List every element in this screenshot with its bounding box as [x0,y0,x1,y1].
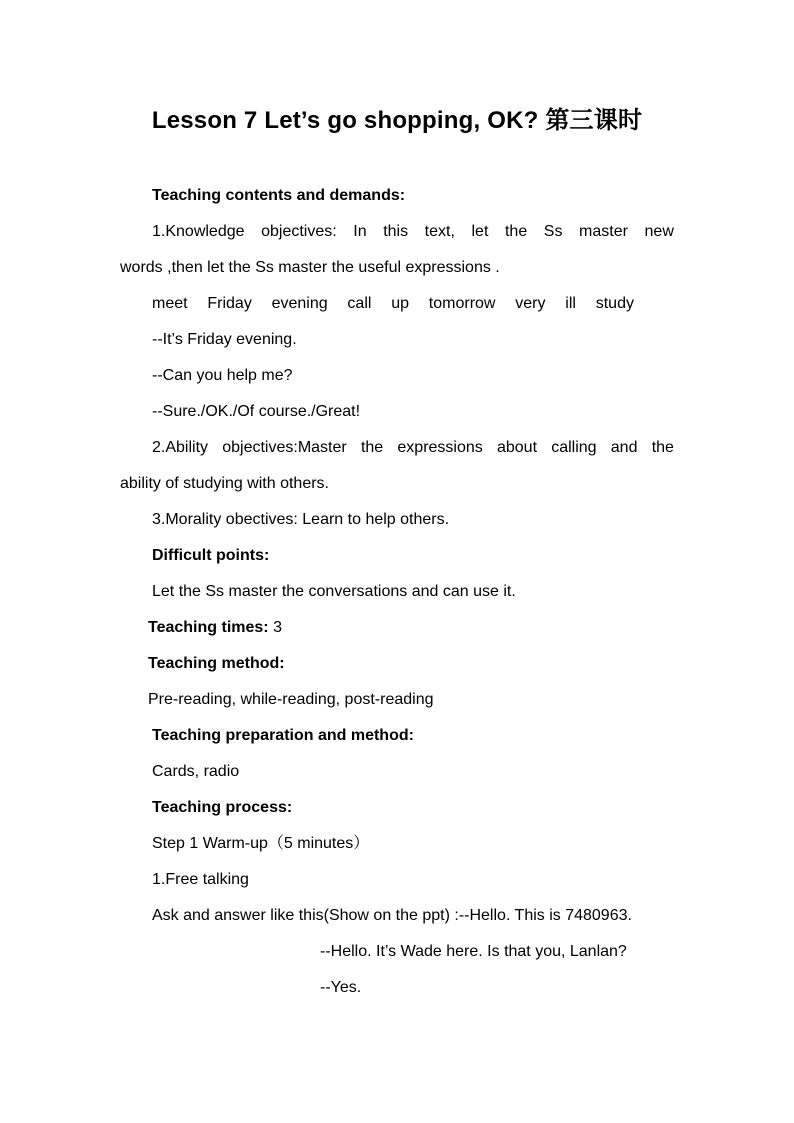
expression-line: --It’s Friday evening. [152,331,297,348]
word: this [383,223,409,240]
word: In [353,223,367,240]
word: calling [551,439,597,456]
knowledge-objectives-line-1 [152,222,674,242]
vocab-word: study [595,295,634,312]
teaching-process-heading: Teaching process: [152,799,293,816]
word: master [579,223,628,240]
dialog-line: --Yes. [320,979,362,996]
word: new [644,223,674,240]
ask-and-answer: Ask and answer like this(Show on the ppt) :--Hello. This is 7480963. [152,907,632,924]
knowledge-objectives-line-2: words ,then let the Ss master the useful expressions . [120,259,500,276]
word: 2.Ability [152,439,209,456]
word: objectives:Master [222,439,347,456]
word: text, [424,223,455,240]
teaching-times-value: 3 [268,619,282,636]
teaching-times [148,618,282,638]
vocab-word: tomorrow [428,295,496,312]
vocab-word: call [347,295,372,312]
page-title: Lesson 7 Let’s go shopping, OK? 第三课时 [151,107,643,134]
vocab-word: very [515,295,546,312]
expression-line: --Can you help me? [152,367,293,384]
teaching-preparation-text: Cards, radio [152,763,240,780]
word: let [471,223,489,240]
teaching-method-heading: Teaching method: [148,655,285,672]
step-1-heading: Step 1 Warm-up（5 minutes） [152,835,370,852]
free-talking: 1.Free talking [152,871,249,888]
difficult-points-text: Let the Ss master the conversations and can use it. [152,583,516,600]
teaching-contents-heading: Teaching contents and demands: [152,187,406,204]
word: about [496,439,538,456]
ability-objectives-line-2: ability of studying with others. [120,475,329,492]
vocab-word: evening [271,295,328,312]
difficult-points-heading: Difficult points: [152,547,270,564]
vocab-word: Friday [207,295,252,312]
word: and [610,439,638,456]
teaching-method-text: Pre-reading, while-reading, post-reading [148,691,434,708]
word: objectives: [261,223,337,240]
vocab-word: ill [565,295,576,312]
word: expressions [397,439,483,456]
dialog-line: --Hello. It’s Wade here. Is that you, Lanlan? [320,943,627,960]
word: the [651,439,674,456]
word: the [360,439,384,456]
ability-objectives-line-1 [152,438,674,458]
word: Ss [543,223,563,240]
word: 1.Knowledge [152,223,245,240]
morality-objectives: 3.Morality obectives: Learn to help others. [152,511,450,528]
expression-line: --Sure./OK./Of course./Great! [152,403,361,420]
vocab-word: up [391,295,410,312]
vocabulary-list [152,294,634,314]
teaching-preparation-heading: Teaching preparation and method: [152,727,414,744]
word: the [504,223,528,240]
vocab-word: meet [152,295,188,312]
teaching-times-label: Teaching times: [148,619,269,636]
